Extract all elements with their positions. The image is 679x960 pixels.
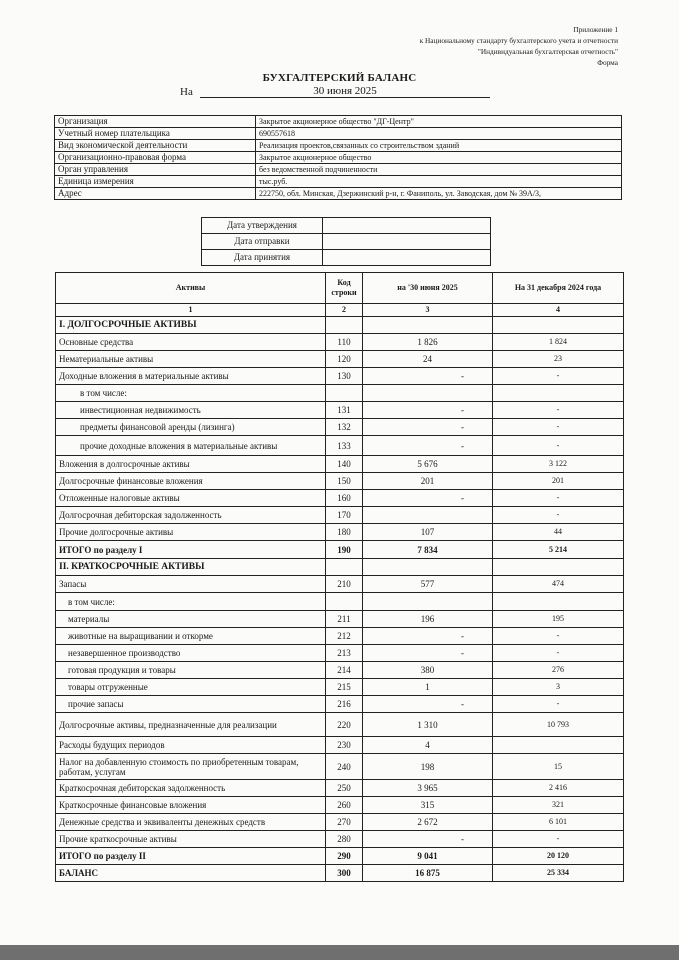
row-name: Отложенные налоговые активы <box>56 490 326 507</box>
table-row <box>56 490 624 507</box>
value-previous: 195 <box>493 611 624 628</box>
header-period-current: на '30 июня 2025 <box>363 273 493 304</box>
value-previous: - <box>493 490 624 507</box>
row-name: Налог на добавленную стоимость по приобретенным товарам, работам, услугам <box>56 754 326 780</box>
value-current: 1 826 <box>363 334 493 351</box>
date-row <box>202 218 491 234</box>
table-row <box>56 456 624 473</box>
row-name: БАЛАНС <box>56 865 326 882</box>
value-previous: - <box>493 831 624 848</box>
row-name: Краткосрочные финансовые вложения <box>56 797 326 814</box>
row-name: Доходные вложения в материальные активы <box>56 368 326 385</box>
row-name: животные на выращивании и откорме <box>56 628 326 645</box>
date-row <box>202 234 491 250</box>
value-current: - <box>363 645 493 662</box>
appendix-line: к Национальному стандарту бухгалтерского учета и отчетности <box>419 36 618 45</box>
table-row <box>56 611 624 628</box>
organization-info-table <box>54 115 622 200</box>
info-label: Организация <box>55 116 256 128</box>
row-name: ИТОГО по разделу I <box>56 541 326 559</box>
row-name: в том числе: <box>56 385 326 402</box>
report-date: 30 июня 2025 <box>200 85 490 98</box>
section-row <box>56 317 624 334</box>
row-code: 150 <box>326 473 363 490</box>
value-previous <box>493 559 624 576</box>
table-row <box>56 507 624 524</box>
table-row <box>56 385 624 402</box>
table-row <box>56 436 624 456</box>
section-row <box>56 559 624 576</box>
column-number: 2 <box>326 304 363 317</box>
balance-table <box>55 272 624 882</box>
value-current: 1 <box>363 679 493 696</box>
value-previous: - <box>493 645 624 662</box>
row-code: 250 <box>326 780 363 797</box>
table-row <box>56 368 624 385</box>
row-code: 133 <box>326 436 363 456</box>
total-row <box>56 865 624 882</box>
header-assets: Активы <box>56 273 326 304</box>
info-label: Организационно-правовая форма <box>55 152 256 164</box>
info-row <box>55 176 622 188</box>
row-name: Денежные средства и эквиваленты денежных средств <box>56 814 326 831</box>
column-number: 1 <box>56 304 326 317</box>
value-current: 107 <box>363 524 493 541</box>
value-current: - <box>363 368 493 385</box>
value-previous: - <box>493 419 624 436</box>
appendix-note <box>420 24 618 68</box>
document-title: БУХГАЛТЕРСКИЙ БАЛАНС <box>262 72 417 84</box>
header-period-previous: На 31 декабря 2024 года <box>493 273 624 304</box>
info-row <box>55 140 622 152</box>
row-code <box>326 559 363 576</box>
row-code: 280 <box>326 831 363 848</box>
table-row <box>56 473 624 490</box>
row-code: 215 <box>326 679 363 696</box>
row-name: инвестиционная недвижимость <box>56 402 326 419</box>
value-previous: 6 101 <box>493 814 624 831</box>
row-name: II. КРАТКОСРОЧНЫЕ АКТИВЫ <box>56 559 326 576</box>
table-row <box>56 797 624 814</box>
row-name: Прочие краткосрочные активы <box>56 831 326 848</box>
value-previous <box>493 593 624 611</box>
value-current: - <box>363 402 493 419</box>
value-current: - <box>363 436 493 456</box>
table-row <box>56 524 624 541</box>
appendix-line: "Индивидуальная бухгалтерская отчетность" <box>477 47 618 56</box>
value-current: 196 <box>363 611 493 628</box>
value-current: 16 875 <box>363 865 493 882</box>
table-row <box>56 679 624 696</box>
info-label: Учетный номер плательщика <box>55 128 256 140</box>
value-previous: 276 <box>493 662 624 679</box>
value-previous: 15 <box>493 754 624 780</box>
row-name: Нематериальные активы <box>56 351 326 368</box>
info-row <box>55 152 622 164</box>
row-name: Запасы <box>56 576 326 593</box>
row-code <box>326 593 363 611</box>
row-name: Долгосрочная дебиторская задолженность <box>56 507 326 524</box>
row-name: готовая продукция и товары <box>56 662 326 679</box>
value-previous: - <box>493 368 624 385</box>
row-name: Вложения в долгосрочные активы <box>56 456 326 473</box>
value-previous: 474 <box>493 576 624 593</box>
date-value <box>323 218 491 234</box>
column-number: 4 <box>493 304 624 317</box>
table-row <box>56 754 624 780</box>
value-current: - <box>363 490 493 507</box>
row-code: 230 <box>326 737 363 754</box>
value-previous: 44 <box>493 524 624 541</box>
table-row <box>56 831 624 848</box>
table-row <box>56 576 624 593</box>
table-row <box>56 713 624 737</box>
table-row <box>56 645 624 662</box>
info-row <box>55 128 622 140</box>
row-code: 190 <box>326 541 363 559</box>
appendix-line: Приложение 1 <box>573 25 618 34</box>
value-current: 577 <box>363 576 493 593</box>
row-code: 130 <box>326 368 363 385</box>
info-row <box>55 164 622 176</box>
value-previous: 2 416 <box>493 780 624 797</box>
row-code: 212 <box>326 628 363 645</box>
row-name: Долгосрочные активы, предназначенные для реализации <box>56 713 326 737</box>
value-previous <box>493 317 624 334</box>
value-previous: 10 793 <box>493 713 624 737</box>
value-previous: 23 <box>493 351 624 368</box>
value-current: 4 <box>363 737 493 754</box>
row-code: 132 <box>326 419 363 436</box>
row-code: 210 <box>326 576 363 593</box>
info-value: тыс.руб. <box>256 176 622 188</box>
table-row <box>56 419 624 436</box>
value-current <box>363 507 493 524</box>
value-previous <box>493 737 624 754</box>
info-label: Вид экономической деятельности <box>55 140 256 152</box>
value-current <box>363 559 493 576</box>
value-current: 5 676 <box>363 456 493 473</box>
row-name: предметы финансовой аренды (лизинга) <box>56 419 326 436</box>
value-current <box>363 385 493 402</box>
value-current: 380 <box>363 662 493 679</box>
value-current: 9 041 <box>363 848 493 865</box>
table-row <box>56 696 624 713</box>
info-value: Реализация проектов,связанных со строительством зданий <box>256 140 622 152</box>
dates-table <box>201 217 491 266</box>
row-code: 216 <box>326 696 363 713</box>
table-row <box>56 628 624 645</box>
total-row <box>56 541 624 559</box>
value-current: 3 965 <box>363 780 493 797</box>
row-code: 300 <box>326 865 363 882</box>
value-current <box>363 593 493 611</box>
value-current: 315 <box>363 797 493 814</box>
row-code: 214 <box>326 662 363 679</box>
date-label: Дата утверждения <box>202 218 323 234</box>
value-previous: 3 <box>493 679 624 696</box>
value-current: 201 <box>363 473 493 490</box>
table-row <box>56 402 624 419</box>
row-code: 160 <box>326 490 363 507</box>
info-row <box>55 116 622 128</box>
value-previous: - <box>493 436 624 456</box>
table-row <box>56 780 624 797</box>
row-code: 180 <box>326 524 363 541</box>
date-label: Дата принятия <box>202 250 323 266</box>
row-name: Краткосрочная дебиторская задолженность <box>56 780 326 797</box>
row-code <box>326 317 363 334</box>
value-previous: - <box>493 696 624 713</box>
header-code: Код строки <box>326 273 363 304</box>
value-previous: 3 122 <box>493 456 624 473</box>
date-label: Дата отправки <box>202 234 323 250</box>
row-code: 131 <box>326 402 363 419</box>
row-code: 120 <box>326 351 363 368</box>
row-code: 170 <box>326 507 363 524</box>
table-row <box>56 662 624 679</box>
row-code: 213 <box>326 645 363 662</box>
value-current: - <box>363 696 493 713</box>
row-code: 140 <box>326 456 363 473</box>
value-current: - <box>363 831 493 848</box>
info-label: Единица измерения <box>55 176 256 188</box>
row-name: в том числе: <box>56 593 326 611</box>
value-current: 1 310 <box>363 713 493 737</box>
value-previous: - <box>493 507 624 524</box>
row-code: 211 <box>326 611 363 628</box>
value-current: - <box>363 628 493 645</box>
row-name: товары отгруженные <box>56 679 326 696</box>
row-code: 260 <box>326 797 363 814</box>
value-previous <box>493 385 624 402</box>
value-current: 24 <box>363 351 493 368</box>
info-value: 690557618 <box>256 128 622 140</box>
value-previous: - <box>493 628 624 645</box>
date-prefix: На <box>180 86 193 98</box>
table-row <box>56 737 624 754</box>
value-current <box>363 317 493 334</box>
row-name: прочие запасы <box>56 696 326 713</box>
table-row <box>56 334 624 351</box>
row-name: Долгосрочные финансовые вложения <box>56 473 326 490</box>
info-label: Адрес <box>55 188 256 200</box>
row-name: I. ДОЛГОСРОЧНЫЕ АКТИВЫ <box>56 317 326 334</box>
row-name: Прочие долгосрочные активы <box>56 524 326 541</box>
date-value <box>323 234 491 250</box>
column-number: 3 <box>363 304 493 317</box>
scan-edge <box>0 945 679 960</box>
value-current: 198 <box>363 754 493 780</box>
row-name: Основные средства <box>56 334 326 351</box>
value-previous: - <box>493 402 624 419</box>
row-code <box>326 385 363 402</box>
table-row <box>56 593 624 611</box>
row-code: 240 <box>326 754 363 780</box>
row-name: ИТОГО по разделу II <box>56 848 326 865</box>
row-name: незавершенное производство <box>56 645 326 662</box>
value-previous: 201 <box>493 473 624 490</box>
row-code: 270 <box>326 814 363 831</box>
value-previous: 20 120 <box>493 848 624 865</box>
row-name: материалы <box>56 611 326 628</box>
row-code: 220 <box>326 713 363 737</box>
info-value: 222750, обл. Минская, Дзержинский р-н, г. Фаниполь, ул. Заводская, дом № 39А/3, <box>256 188 622 200</box>
value-previous: 5 214 <box>493 541 624 559</box>
info-value: Закрытое акционерное общество "ДГ-Центр" <box>256 116 622 128</box>
value-previous: 321 <box>493 797 624 814</box>
value-current: 7 834 <box>363 541 493 559</box>
row-code: 110 <box>326 334 363 351</box>
value-current: - <box>363 419 493 436</box>
value-previous: 25 334 <box>493 865 624 882</box>
row-name: прочие доходные вложения в материальные активы <box>56 436 326 456</box>
row-name: Расходы будущих периодов <box>56 737 326 754</box>
table-row <box>56 351 624 368</box>
date-row <box>202 250 491 266</box>
info-label: Орган управления <box>55 164 256 176</box>
appendix-line: Форма <box>597 58 618 67</box>
value-current: 2 672 <box>363 814 493 831</box>
date-value <box>323 250 491 266</box>
info-value: Закрытое акционерное общество <box>256 152 622 164</box>
value-previous: 1 824 <box>493 334 624 351</box>
table-row <box>56 814 624 831</box>
info-row <box>55 188 622 200</box>
total-row <box>56 848 624 865</box>
info-value: без ведомственной подчиненности <box>256 164 622 176</box>
row-code: 290 <box>326 848 363 865</box>
